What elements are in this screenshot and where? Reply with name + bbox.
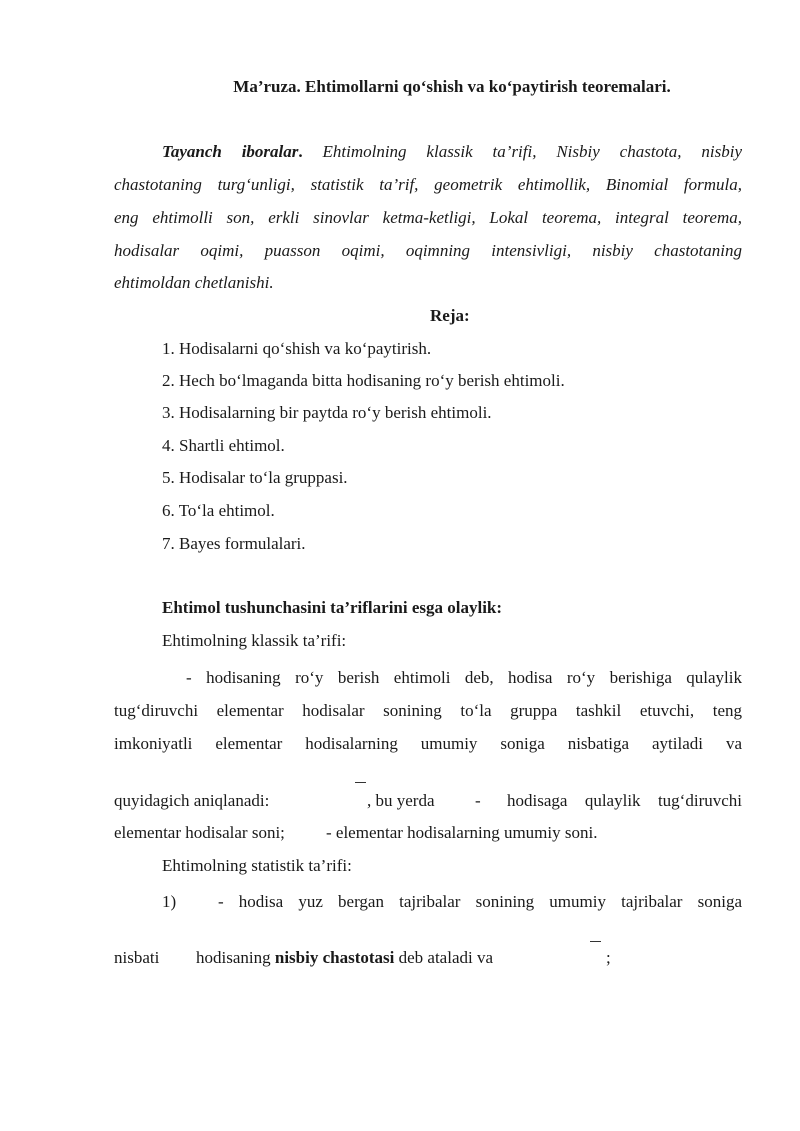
classic-line-3: imkoniyatli elementar hodisalarning umumiy soniga nisbatiga aytiladi va [114,734,742,753]
classic-line-4c: - [475,791,481,810]
plan-heading: Reja: [430,306,470,325]
classic-line-4b: , bu yerda [367,791,435,810]
stat-line-2 [196,947,493,969]
stat-line-2b: hodisaning [196,948,271,967]
statistical-definition-label: Ehtimolning statistik ta’rifi: [162,856,352,875]
classic-line-4d: hodisaga qulaylik tug‘diruvchi [507,791,742,810]
stat-line-2e: ; [606,948,611,967]
stat-item-number: 1) [162,892,177,911]
keywords-label: Tayanch iboralar [162,142,299,161]
keywords-line-1 [162,141,742,163]
classic-line-5a: elementar hodisalar soni; [114,823,285,842]
plan-item: 2. Hech bo‘lmaganda bitta hodisaning ro‘y berish ehtimoli. [162,371,565,390]
stat-line-1: - hodisa yuz bergan tajribalar sonining umumiy tajribalar soniga [218,892,742,911]
plan-item: 4. Shartli ehtimol. [162,436,285,455]
classic-line-1: - hodisaning ro‘y berish ehtimoli deb, hodisa ro‘y berishiga qulaylik [186,668,742,687]
section-heading: Ehtimol tushunchasini ta’riflarini esga olaylik: [162,598,503,617]
plan-item: 6. To‘la ehtimol. [162,501,275,520]
classic-line-4a: quyidagich aniqlanadi: [114,791,270,810]
classic-line-2: tug‘diruvchi elementar hodisalar sonining to‘la gruppa tashkil etuvchi, teng [114,701,742,720]
plan-item: 7. Bayes formulalari. [162,534,306,553]
stat-line-2d: deb ataladi va [398,948,494,967]
plan-item: 3. Hodisalarning bir paytda ro‘y berish ehtimoli. [162,403,492,422]
keywords-text-1: Ehtimolning klassik ta’rifi, Nisbiy chastota, nisbiy [322,142,742,161]
formula-fraction-bar [590,941,601,942]
keywords-line-3: eng ehtimolli son, erkli sinovlar ketma-ketligi, Lokal teorema, integral teorema, [114,208,742,227]
plan-item: 5. Hodisalar to‘la gruppasi. [162,468,348,487]
stat-line-2a: nisbati [114,948,160,967]
formula-fraction-bar [355,782,366,783]
classic-line-5b: - elementar hodisalarning umumiy soni. [326,823,598,842]
classic-definition-label: Ehtimolning klassik ta’rifi: [162,631,347,650]
plan-item: 1. Hodisalarni qo‘shish va ko‘paytirish. [162,339,432,358]
keywords-line-2: chastotaning turg‘unligi, statistik ta’rif, geometrik ehtimollik, Binomial formula, [114,175,742,194]
relative-frequency-term: nisbiy chastotasi [274,948,395,967]
keywords-line-4: hodisalar oqimi, puasson oqimi, oqimning intensivligi, nisbiy chastotaning [114,241,742,260]
page-title: Ma’ruza. Ehtimollarni qo‘shish va ko‘paytirish teoremalari. [233,77,671,96]
keywords-dot: . [298,142,303,161]
keywords-line-5: ehtimoldan chetlanishi. [114,273,274,292]
